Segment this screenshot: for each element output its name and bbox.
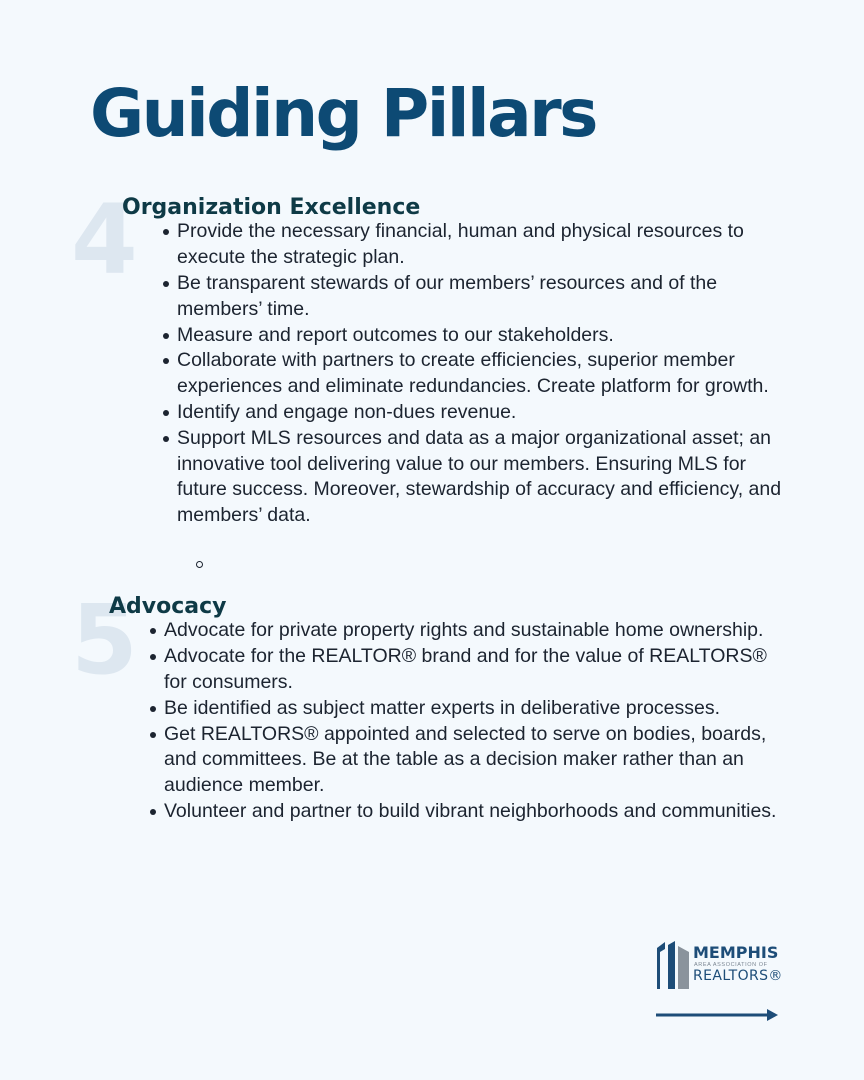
right-arrow-icon[interactable] bbox=[655, 1007, 780, 1023]
bullet-item: Get REALTORS® appointed and selected to serve on bodies, boards, and committees. Be at the table as a decision maker rather than an audience member. bbox=[147, 722, 787, 799]
section-number-5: 5 bbox=[71, 584, 138, 696]
bullet-item: Be transparent stewards of our members’ resources and of the members’ time. bbox=[160, 271, 800, 323]
section-title-organization-excellence: Organization Excellence bbox=[122, 195, 421, 220]
bullet-item: Provide the necessary financial, human and physical resources to execute the strategic plan. bbox=[160, 219, 800, 271]
page-title: Guiding Pillars bbox=[90, 75, 596, 152]
section-organization-excellence bbox=[71, 184, 800, 529]
section-advocacy bbox=[71, 584, 787, 825]
memphis-realtors-logo-mark-icon bbox=[656, 940, 690, 990]
logo-text-association: AREA ASSOCIATION OF bbox=[694, 962, 768, 968]
memphis-realtors-logo bbox=[656, 937, 781, 992]
bullet-list-advocacy bbox=[147, 618, 787, 824]
bullet-item: Support MLS resources and data as a major organizational asset; an innovative tool delivering value to our members. Ensuring MLS for future success. Moreover, stewardship of accuracy and efficiency, and members’ data. bbox=[160, 426, 800, 529]
bullet-list-organization-excellence bbox=[160, 219, 800, 529]
bullet-item: Advocate for private property rights and sustainable home ownership. bbox=[147, 618, 787, 644]
logo-text-realtors: REALTORS® bbox=[693, 968, 783, 984]
bullet-item: Volunteer and partner to build vibrant neighborhoods and communities. bbox=[147, 799, 787, 825]
bullet-item: Measure and report outcomes to our stakeholders. bbox=[160, 323, 800, 349]
empty-sub-bullet bbox=[196, 561, 203, 568]
bullet-item: Be identified as subject matter experts in deliberative processes. bbox=[147, 696, 787, 722]
bullet-item: Collaborate with partners to create efficiencies, superior member experiences and eliminate redundancies. Create platform for growth. bbox=[160, 348, 800, 400]
logo-text-memphis: MEMPHIS bbox=[693, 943, 779, 962]
section-title-advocacy: Advocacy bbox=[109, 594, 227, 619]
section-number-4: 4 bbox=[71, 184, 138, 296]
bullet-item: Identify and engage non-dues revenue. bbox=[160, 400, 800, 426]
bullet-item: Advocate for the REALTOR® brand and for the value of REALTORS® for consumers. bbox=[147, 644, 787, 696]
